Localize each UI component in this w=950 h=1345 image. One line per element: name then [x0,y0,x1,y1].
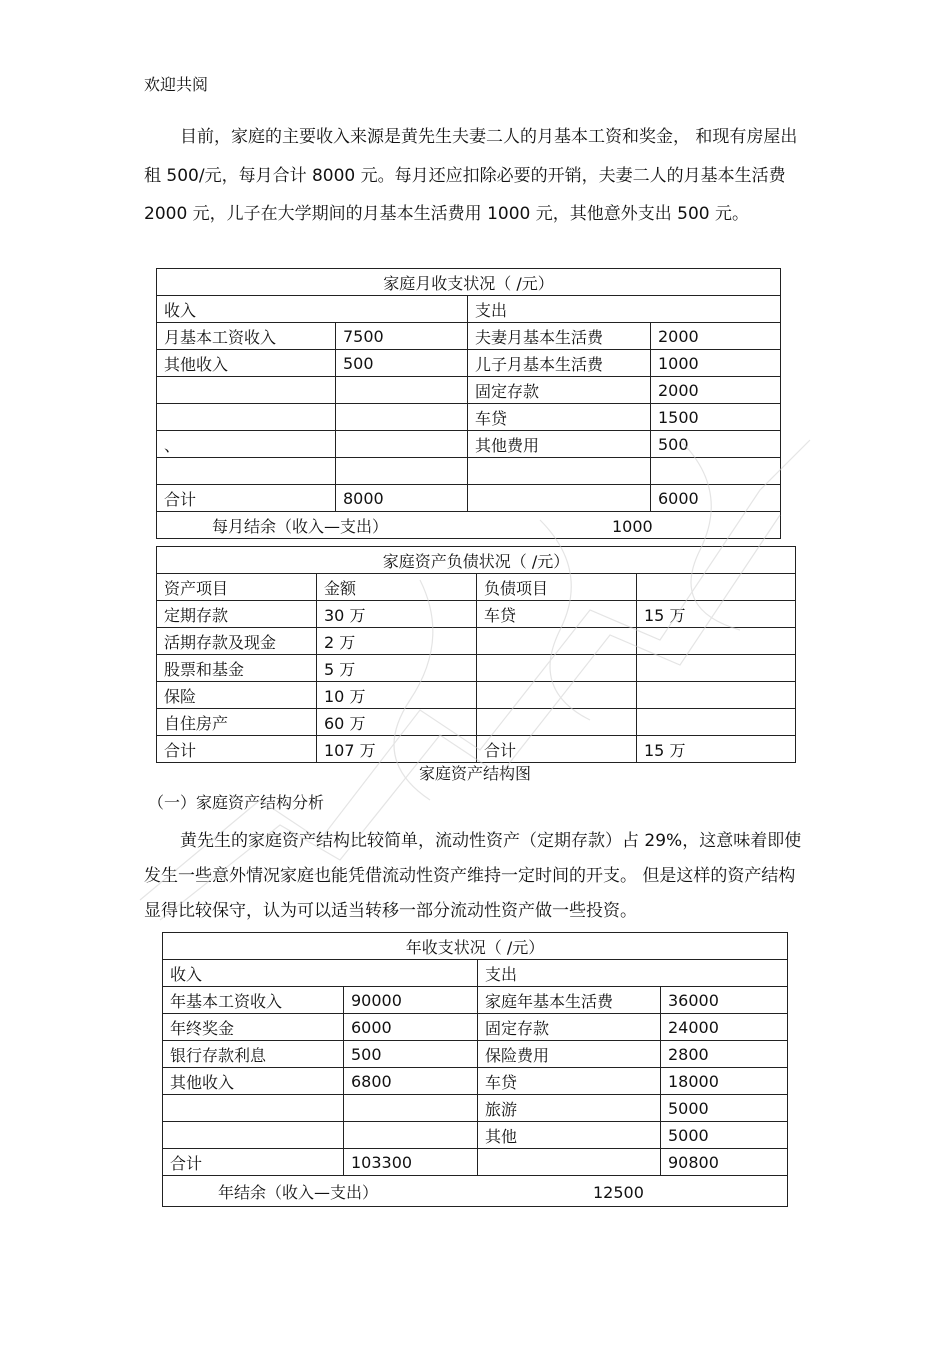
table-cell: 车贷 [468,404,651,431]
table-row-total [157,736,796,763]
table-cell [637,709,796,736]
table-cell: 5 万 [317,655,477,682]
table-cell: 车贷 [478,1068,661,1095]
table-row [157,655,796,682]
analysis-paragraph [144,824,809,929]
annual-balance-value: 12500 [593,1182,644,1202]
table-cell: 6000 [344,1014,478,1041]
table-cell: 月基本工资收入 [157,323,336,350]
table-row [163,1068,788,1095]
table-cell: 合计 [157,485,336,512]
table-cell: 15 万 [637,736,796,763]
table-cell [163,1122,344,1149]
table-cell [477,709,637,736]
table-cell [651,458,781,485]
table-cell: 夫妻月基本生活费 [468,323,651,350]
table-cell: 儿子月基本生活费 [468,350,651,377]
intro-paragraph [144,118,809,234]
asset-liability-table [156,546,796,763]
intro-text: 目前，家庭的主要收入来源是黄先生夫妻二人的月基本工资和奖金， 和现有房屋出租 500/元，每月合计 8000 元。每月还应扣除必要的开销，夫妻二人的月基本生活费 2000 元，儿子在大学期间的月基本生活费用 1000 元，其他意外支出 500 元。 [144,127,798,224]
table-cell: 15 万 [637,601,796,628]
table-cell [468,485,651,512]
table-cell: 5000 [661,1122,788,1149]
monthly-balance-label: 每月结余（收入—支出） [212,516,389,536]
table-cell: 1500 [651,404,781,431]
table-cell [157,404,336,431]
table-cell: 103300 [344,1149,478,1176]
asset-table-title: 家庭资产负债状况（ /元） [157,547,796,574]
table-cell: 90800 [661,1149,788,1176]
table-cell: 股票和基金 [157,655,317,682]
table-cell [336,404,468,431]
table-cell: 8000 [336,485,468,512]
table-cell: 保险费用 [478,1041,661,1068]
asset-structure-caption: 家庭资产结构图 [418,764,531,783]
table-cell: 6800 [344,1068,478,1095]
table-cell: 固定存款 [478,1014,661,1041]
annual-table-title: 年收支状况（ /元） [163,933,788,960]
table-cell: 合计 [477,736,637,763]
table-row [157,628,796,655]
table-cell [478,1149,661,1176]
table-header-row [157,574,796,601]
table-row [163,987,788,1014]
table-row [157,404,781,431]
table-cell: 90000 [344,987,478,1014]
table-cell: 6000 [651,485,781,512]
table-cell: 年终奖金 [163,1014,344,1041]
table-cell: 24000 [661,1014,788,1041]
table-cell [637,628,796,655]
table-cell [468,458,651,485]
annual-budget-table [162,932,788,1207]
table-row [157,601,796,628]
table-cell: 60 万 [317,709,477,736]
annual-balance-row [163,1176,788,1207]
table-cell: 5000 [661,1095,788,1122]
table-row [163,1041,788,1068]
column-header: 资产项目 [157,574,317,601]
monthly-balance-cell [157,512,781,539]
table-cell: 2 万 [317,628,477,655]
annual-balance-cell [163,1176,788,1207]
monthly-income-header: 收入 [157,296,468,323]
table-cell [477,682,637,709]
table-cell [163,1095,344,1122]
table-cell [637,682,796,709]
column-header: 金额 [317,574,477,601]
table-cell: 其他收入 [157,350,336,377]
table-cell: 其他 [478,1122,661,1149]
table-row [157,709,796,736]
table-cell: 、 [157,431,336,458]
table-cell: 18000 [661,1068,788,1095]
table-cell [336,458,468,485]
table-cell: 7500 [336,323,468,350]
table-cell: 年基本工资收入 [163,987,344,1014]
table-cell: 其他费用 [468,431,651,458]
page-header: 欢迎共阅 [144,75,209,94]
table-cell: 其他收入 [163,1068,344,1095]
table-cell: 2000 [651,323,781,350]
analysis-text: 黄先生的家庭资产结构比较简单，流动性资产（定期存款）占 29%，这意味着即使发生一些意外情况家庭也能凭借流动性资产维持一定时间的开支。 但是这样的资产结构显得比较保守，认为可以适当转移一部分流动性资产做一些投资。 [144,831,802,921]
monthly-expense-header: 支出 [468,296,781,323]
table-cell: 活期存款及现金 [157,628,317,655]
table-cell: 500 [336,350,468,377]
table-row-total [157,485,781,512]
table-cell [344,1095,478,1122]
annual-income-header: 收入 [163,960,478,987]
table-cell: 自住房产 [157,709,317,736]
table-cell [336,431,468,458]
monthly-balance-value: 1000 [612,516,653,536]
table-cell: 500 [344,1041,478,1068]
table-row [157,682,796,709]
monthly-budget-table [156,268,781,539]
table-cell: 定期存款 [157,601,317,628]
table-row [163,1095,788,1122]
table-cell: 2800 [661,1041,788,1068]
table-cell: 10 万 [317,682,477,709]
table-cell [157,458,336,485]
table-cell: 银行存款利息 [163,1041,344,1068]
table-cell: 36000 [661,987,788,1014]
column-header [637,574,796,601]
table-cell [336,377,468,404]
table-row-total [163,1149,788,1176]
table-row [157,377,781,404]
table-cell [344,1122,478,1149]
table-row [163,1122,788,1149]
table-cell [477,628,637,655]
table-row [157,458,781,485]
table-row [157,323,781,350]
table-cell: 旅游 [478,1095,661,1122]
table-row [157,350,781,377]
table-cell: 固定存款 [468,377,651,404]
annual-balance-label: 年结余（收入—支出） [218,1182,379,1202]
table-cell [637,655,796,682]
section-title: （一）家庭资产结构分析 [148,793,325,812]
annual-expense-header: 支出 [478,960,788,987]
monthly-balance-row [157,512,781,539]
table-cell: 家庭年基本生活费 [478,987,661,1014]
table-cell: 保险 [157,682,317,709]
column-header: 负债项目 [477,574,637,601]
table-row [157,431,781,458]
table-cell [157,377,336,404]
monthly-table-title: 家庭月收支状况（ /元） [157,269,781,296]
table-cell: 合计 [157,736,317,763]
table-cell: 合计 [163,1149,344,1176]
table-cell: 30 万 [317,601,477,628]
table-cell: 2000 [651,377,781,404]
table-cell: 车贷 [477,601,637,628]
table-cell: 1000 [651,350,781,377]
table-cell [477,655,637,682]
table-cell: 500 [651,431,781,458]
table-row [163,1014,788,1041]
table-cell: 107 万 [317,736,477,763]
